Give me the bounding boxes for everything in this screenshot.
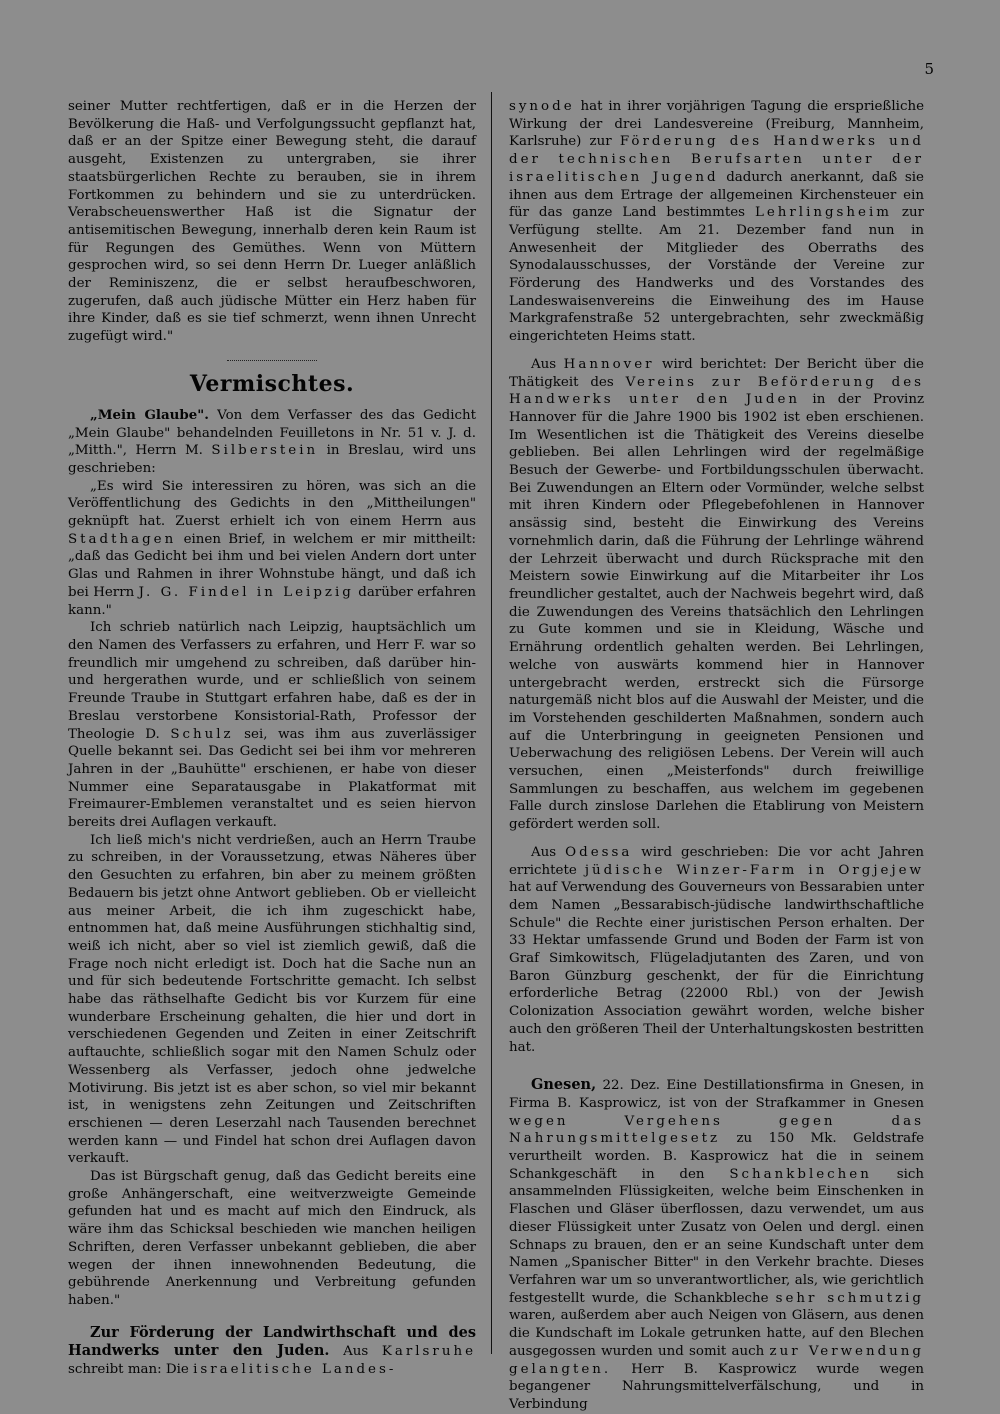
spaced-name: Schulz xyxy=(170,726,234,742)
text-run: in Breslau, wird uns geschrieben: xyxy=(68,443,476,476)
spaced-text: Vereins zur Beförderung des Handwerks unter den Juden xyxy=(509,374,924,408)
paragraph xyxy=(68,619,476,831)
paragraph: Das ist Bürgschaft genug, daß das Gedicht bereits eine große Anhängerschaft, eine weitverzweigte Gemeinde gefunden hat und es macht auf mich den Eindruck, als wäre ihm das Schicksal beschieden wie manchen heiligen Schriften, deren Verfasser unbekannt geblieben, die aber wegen der ihnen innewohnenden Bedeutung, die gebührende Anerkennung und Verbreitung gefunden haben." xyxy=(68,1169,476,1308)
paragraph xyxy=(509,356,924,834)
spaced-text: Lehrlingsheim xyxy=(754,205,892,221)
spaced-text: synode xyxy=(509,99,575,114)
paragraph xyxy=(509,844,924,1056)
text-run: Aus xyxy=(531,844,566,860)
article-heading: Gnesen, xyxy=(531,1076,597,1094)
text-run: dadurch anerkannt, daß sie ihnen aus dem Ertrage der allgemeinen Kirchensteuer ein für das ganze Land bestimmtes xyxy=(509,169,924,221)
text-run: 22. Dez. Eine Destillationsfirma in Gnesen, in Firma B. Kasprowicz, ist von der Strafkammer in Gnesen xyxy=(509,1078,924,1111)
page-number: 5 xyxy=(924,60,934,78)
text-run: zu 150 Mk. Geldstrafe verurtheilt worden. B. Kasprowicz hat die in seinem Schankgeschäft in den xyxy=(509,1131,924,1182)
spaced-name: Karlsruhe xyxy=(381,1344,476,1360)
paragraph: Ich ließ mich's nicht verdrießen, auch an Herrn Traube zu schreiben, in der Voraussetzung, etwas Näheres über den Gesuchten zu erfahren, bin aber zu meinem größten Bedauern bis jetzt ohne Antwort geblieben. Ob er vielleicht aus meiner Arbeit, die ich ihm zugeschickt habe, entnommen hat, daß meine Ausführungen stichhaltig sind, weiß ich nicht, aber so viel ist ziemlich gewiß, daß die Frage noch nicht erledigt ist. Doch hat die Sache nun an und für sich bedeutende Fortschritte gemacht. Ich selbst habe das räthselhafte Gedicht bis vor Kurzem für eine wunderbare Erscheinung gehalten, die hier und dort in verschiedenen Gegenden und Zeiten in einer Zeitschrift auftauchte, schließlich sogar mit den Namen Schulz oder Wessenberg als Verfasser, jedoch ohne jedwelche Motivirung. Bis jetzt ist es aber schon, so viel mir bekannt ist, in wenigstens zehn Zeitungen und Zeitschriften erschienen — deren Leserzahl nach Tausenden berechnet werden kann — und Findel hat schon drei Auflagen davon verkauft. xyxy=(68,832,476,1167)
spaced-name: Odessa xyxy=(565,844,633,860)
spaced-text: wegen Vergehens gegen das Nahrungsmittelgesetz xyxy=(509,1113,924,1147)
text-run: hat auf Verwendung des Gouverneurs von Bessarabien unter dem Namen „Bessarabisch-jüdische landwirthschaftliche Schule" die Rechte einer juristischen Person erhalten. Der 33 Hektar umfassende Grund und Boden der Farm ist von Graf Simkowitsch, Flügeladjutanten des Zaren, und von Baron Günzburg geschenkt, der für die Einrichtung erforderliche Betrag (22000 Rbl.) von der Jewish Colonization Association gewährt worden, welche bisher auch den größeren Theil der Unterhaltungskosten bestritten hat. xyxy=(509,880,924,1055)
article-heading: Zur Förderung der Landwirthschaft und des Handwerks unter den Juden. xyxy=(68,1323,476,1360)
text-run: wird geschrieben: Die vor acht Jahren errichtete xyxy=(509,844,924,878)
text-run: schreibt man: Die xyxy=(68,1362,194,1378)
paragraph xyxy=(68,407,476,478)
paragraph xyxy=(509,98,924,346)
text-run: sich ansammelnden Flüssigkeiten, welche beim Einschenken in Flaschen und Gläser überflossen, dazu verwendet, um aus dieser Flüssigkeit unter Zusatz von Oelen und dergl. einen Schnaps zu brauen, den er an seine Kundschaft unter dem Namen „Spanischer Bitter" in den Verkehr brachte. Dieses Verfahren war um so unverantwortlicher, als, wie gerichtlich festgestellt wurde, die Schankbleche xyxy=(509,1166,924,1306)
text-run: Von dem Verfasser des das Gedicht „Mein Glaube" behandelnden Feuilletons in Nr. 51 v. J. d. „Mitth.", Herrn M. xyxy=(68,407,476,459)
spaced-text: Förderung des Handwerks und der technischen Berufsarten unter der israelitischen Jugend xyxy=(509,134,924,185)
text-run: Herr B. Kasprowicz wurde wegen begangener Nahrungsmittelverfälschung, und in Verbindung xyxy=(509,1361,924,1412)
left-column xyxy=(68,98,476,1379)
spaced-text: zur Verwendung gelangten. xyxy=(509,1343,924,1377)
spaced-name: Hannover xyxy=(563,356,655,372)
text-run: einen Brief, in welchem er mir mittheilt: „daß das Gedicht bei ihm und bei vielen Andern dort unter Glas und Rahmen in ihrer Wohnstube hängt, und daß ich bei Herrn xyxy=(68,531,476,600)
text-run: darüber erfahren kann." xyxy=(68,584,476,618)
text-run: sei, was ihm aus zuverlässiger Quelle bekannt sei. Das Gedicht sei bei ihm vor mehreren Jahren in der „Bauhütte" erschienen, er habe von dieser Nummer eine Separatausgabe in Plakatformat mit Freimaurer-Emblemen veranstaltet und es seien hiervon bereits drei Auflagen verkauft. xyxy=(68,726,476,831)
section-title: Vermischtes. xyxy=(189,370,355,397)
spaced-text: Schankblechen xyxy=(729,1166,872,1182)
spaced-text: israelitische Landes- xyxy=(193,1362,397,1378)
paragraph: seiner Mutter rechtfertigen, daß er in die Herzen der Bevölkerung die Haß- und Verfolgungssucht gepflanzt hat, daß er an der Spitze einer Bewegung steht, die darauf ausgeht, Existenzen zu untergraben, sie ihrer staatsbürgerlichen Rechte zu berauben, sie in ihrem Fortkommen zu behindern und sie zu unterdrücken. Verabscheuenswerther Haß ist die Signatur der antisemitischen Bewegung, innerhalb deren kein Raum ist für Regungen des Gemüthes. Wenn von Müttern gesprochen wird, so sei denn Herrn Dr. Lueger anläßlich der Reminiszenz, die er selbst heraufbeschworen, zugerufen, daß auch jüdische Mütter ein Herz haben für ihre Kinder, daß es sie tief schmerzt, wenn ihnen Unrecht zugefügt wird." xyxy=(68,99,476,345)
spaced-name: J. G. Findel in Leipzig xyxy=(138,584,354,600)
paragraph xyxy=(509,1076,924,1413)
text-run: wird berichtet: Der Bericht über die Thätigkeit des xyxy=(509,356,924,390)
spaced-name: Silberstein xyxy=(211,443,319,459)
text-run: Aus xyxy=(531,356,564,372)
text-run: „Es wird Sie interessiren zu hören, was sich an die Veröffentlichung des Gedichts in den „Mittheilungen" geknüpft hat. Zuerst erhielt ich von einem Herrn aus xyxy=(68,478,476,530)
right-column xyxy=(509,98,924,1414)
column-divider xyxy=(491,92,492,1354)
paragraph xyxy=(68,478,476,620)
spaced-name: Stadthagen xyxy=(68,531,177,547)
text-run: in der Provinz Hannover für die Jahre 1900 bis 1902 ist eben erschienen. Im Wesentlichen ist die Thätigkeit des Vereins dieselbe geblieben. Bei allen Lehrlingen wird der regelmäßige Besuch der Gewerbe- und Fortbildungsschulen überwacht. Bei Zuwendungen an Eltern oder Vormünder, welche selbst mit ihren Kindern oder Pflegebefohlenen in Hannover ansässig sind, besteht die Einwirkung des Vereins vornehmlich darin, daß die Führung der Lehrlinge während der Lehrzeit überwacht und durch Rücksprache mit den Meistern sowie Einwirkung auf die Mitarbeiter ihr Los freundlicher gestaltet, auch der Nachweis begehrt wird, daß die Zuwendungen des Vereins thatsächlich den Lehrlingen zu Gute kommen und sie in Kleidung, Wäsche und Ernährung ordentlich gehalten werden. Bei Lehrlingen, welche von auswärts kommend hier in Hannover untergebracht werden, erstreckt sich die Fürsorge naturgemäß nicht blos auf die Auswahl der Meister, und die im Vorstehenden geschilderten Maßnahmen, sondern auch auf die Unterbringung in geeigneten Pensionen und Ueberwachung des religiösen Lebens. Der Verein will auch versuchen, einen „Meisterfonds" durch freiwillige Sammlungen zu beschaffen, aus welchem im gegebenen Falle durch zinslose Darlehen die Etablirung von Meistern gefördert werden soll. xyxy=(509,392,925,833)
spaced-text: sehr schmutzig xyxy=(775,1290,924,1306)
paragraph xyxy=(68,1324,476,1379)
section-rule xyxy=(227,360,317,361)
text-run: zur Verfügung stellte. Am 21. Dezember fand nun in Anwesenheit der Mitglieder des Oberraths des Synodalausschusses, der Vorstände der Vereine zur Förderung des Handwerks und des Vorstandes des Landeswaisenvereins die Einweihung des im Hause Markgrafenstraße 52 untergebrachten, sehr zweckmäßig eingerichteten Heims statt. xyxy=(509,205,924,345)
text-run: Ich schrieb natürlich nach Leipzig, hauptsächlich um den Namen des Verfassers zu erfahren, und Herr F. war so freundlich mir umgehend zu schreiben, daß darüber hin- und hergerathen wurde, und er schließlich von seinem Freunde Traube in Stuttgart erfahren habe, daß es der in Breslau verstorbene Konsistorial-Rath, Professor der Theologie D. xyxy=(68,620,476,742)
article-heading: „Mein Glaube". xyxy=(90,406,209,423)
text-run: waren, außerdem aber auch Neigen von Gläsern, aus denen die Kundschaft im Lokale getrunken hatte, auf den Blechen ausgegossen wurden und somit auch xyxy=(509,1308,924,1359)
spaced-text: jüdische Winzer-Farm in Orgjejew xyxy=(584,862,924,878)
text-run: Aus xyxy=(329,1344,382,1360)
text-run: hat in ihrer vorjährigen Tagung die ersprießliche Wirkung der drei Landesvereine (Freiburg, Mannheim, Karlsruhe) zur xyxy=(509,99,924,150)
